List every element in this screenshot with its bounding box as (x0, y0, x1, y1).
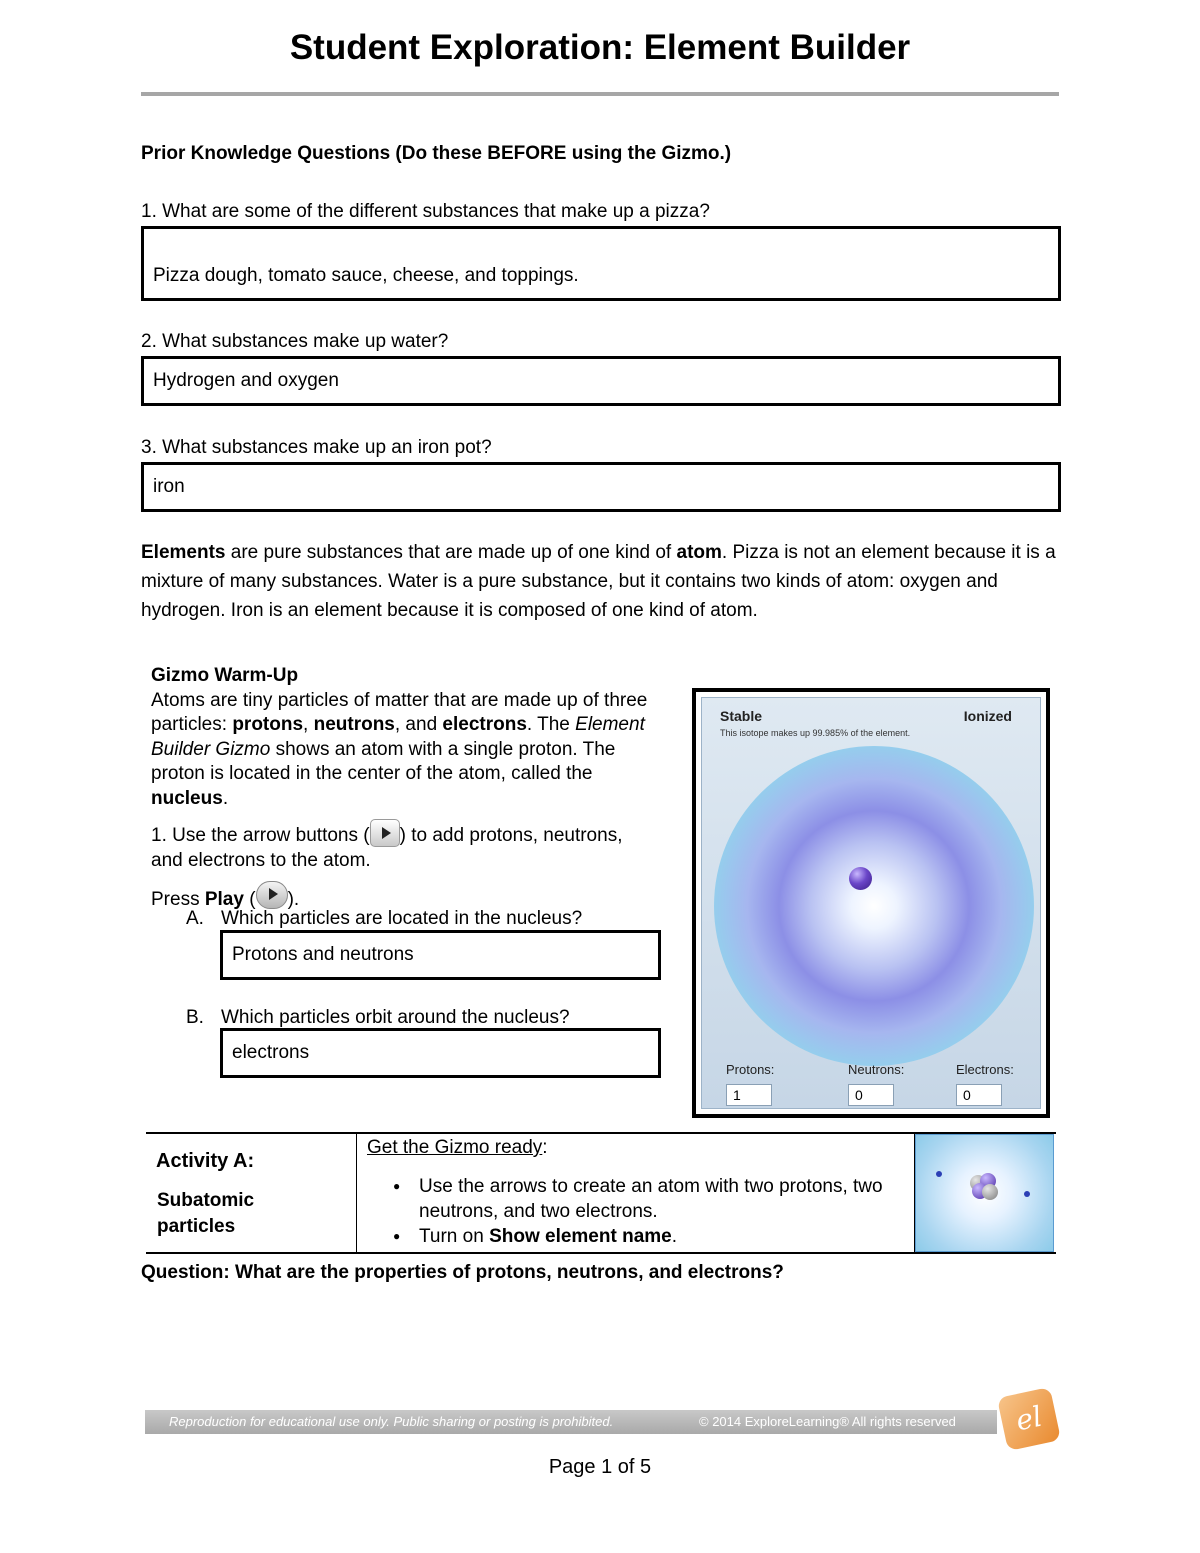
electrons-label: Electrons: (956, 1062, 1014, 1077)
instruction-item: ● Turn on Show element name. (393, 1224, 908, 1249)
reproduction-notice: Reproduction for educational use only. Public sharing or posting is prohibited. (169, 1414, 614, 1429)
term-elements: Elements (141, 542, 226, 563)
question-1: 1. What are some of the different substances that make up a pizza? (141, 201, 710, 222)
play-icon (256, 881, 288, 909)
helium-atom-thumbnail (915, 1134, 1054, 1252)
answer-2-text: Hydrogen and oxygen (153, 370, 339, 391)
activity-title-cell (146, 1134, 357, 1252)
answer-1-field[interactable] (141, 226, 1061, 301)
answer-a-text: Protons and neutrons (232, 944, 414, 965)
warmup-intro: Atoms are tiny particles of matter that are made up of three particles: protons, neutrons, and electrons. The Element Builder Gizmo shows an atom with a single proton. The proton is located in the center of the atom, called the nucleus. (151, 689, 648, 809)
stable-label: Stable (720, 708, 763, 724)
prior-knowledge-heading: Prior Knowledge Questions (Do these BEFORE using the Gizmo.) (141, 143, 732, 164)
gizmo-screenshot (692, 688, 1050, 1118)
isotope-note: This isotope makes up 99.985% of the element. (720, 728, 911, 738)
term-atom: atom (676, 542, 722, 563)
activity-table (146, 1132, 1056, 1254)
neutrons-label: Neutrons: (848, 1062, 905, 1077)
ionized-label: Ionized (963, 708, 1012, 724)
page-number: Page 1 of 5 (548, 1456, 652, 1478)
warmup-section (151, 664, 651, 913)
get-ready-heading: Get the Gizmo ready: (367, 1137, 548, 1158)
electrons-value: 0 (956, 1084, 1002, 1106)
answer-1-text: Pizza dough, tomato sauce, cheese, and toppings. (153, 265, 579, 286)
protons-value: 1 (726, 1084, 772, 1106)
question-b-label: B. (186, 1007, 204, 1028)
warmup-press-play: Press Play ( ). (151, 881, 651, 913)
activity-title: Activity A: (156, 1150, 255, 1172)
protons-label: Protons: (726, 1062, 775, 1077)
page-title: Student Exploration: Element Builder (289, 28, 911, 67)
answer-3-field[interactable] (141, 462, 1061, 512)
answer-a-field[interactable] (220, 930, 661, 980)
activity-question: Question: What are the properties of protons, neutrons, and electrons? (141, 1262, 784, 1283)
copyright-notice: © 2014 ExploreLearning® All rights reserved (699, 1414, 956, 1429)
proton-nucleus (849, 867, 872, 890)
answer-b-field[interactable] (220, 1028, 661, 1078)
question-b: Which particles orbit around the nucleus? (221, 1007, 570, 1028)
explorelearning-logo: el (997, 1387, 1061, 1451)
question-2: 2. What substances make up water? (141, 331, 449, 352)
electron-dot (936, 1171, 942, 1177)
warmup-step-1: 1. Use the arrow buttons ( ) to add protons, neutrons, and electrons to the atom. (151, 819, 651, 873)
question-a-label: A. (186, 908, 204, 929)
activity-subtitle: Subatomic particles (157, 1190, 255, 1237)
instruction-item: ● Use the arrows to create an atom with two protons, two neutrons, and two electrons. (393, 1174, 908, 1224)
question-3: 3. What substances make up an iron pot? (141, 437, 492, 458)
question-a: Which particles are located in the nucleus? (221, 908, 583, 929)
electron-dot (1024, 1191, 1030, 1197)
arrow-right-icon (370, 819, 400, 847)
copyright-bar (145, 1410, 997, 1434)
warmup-heading: Gizmo Warm-Up (151, 665, 299, 686)
instruction-list (393, 1174, 908, 1249)
atom-electron-cloud (714, 746, 1034, 1066)
title-divider (141, 92, 1059, 96)
elements-paragraph: Elements are pure substances that are made up of one kind of atom. Pizza is not an element because it is a mixture of many substances. Water is a pure substance, but it contains two kinds of atom: oxygen and hydrogen. Iron is an element because it is composed of one kind of atom. (141, 542, 1056, 621)
answer-2-field[interactable] (141, 356, 1061, 406)
neutrons-value: 0 (848, 1084, 894, 1106)
answer-3-text: iron (153, 476, 185, 497)
activity-instructions-cell (357, 1134, 915, 1252)
answer-b-text: electrons (232, 1042, 310, 1063)
